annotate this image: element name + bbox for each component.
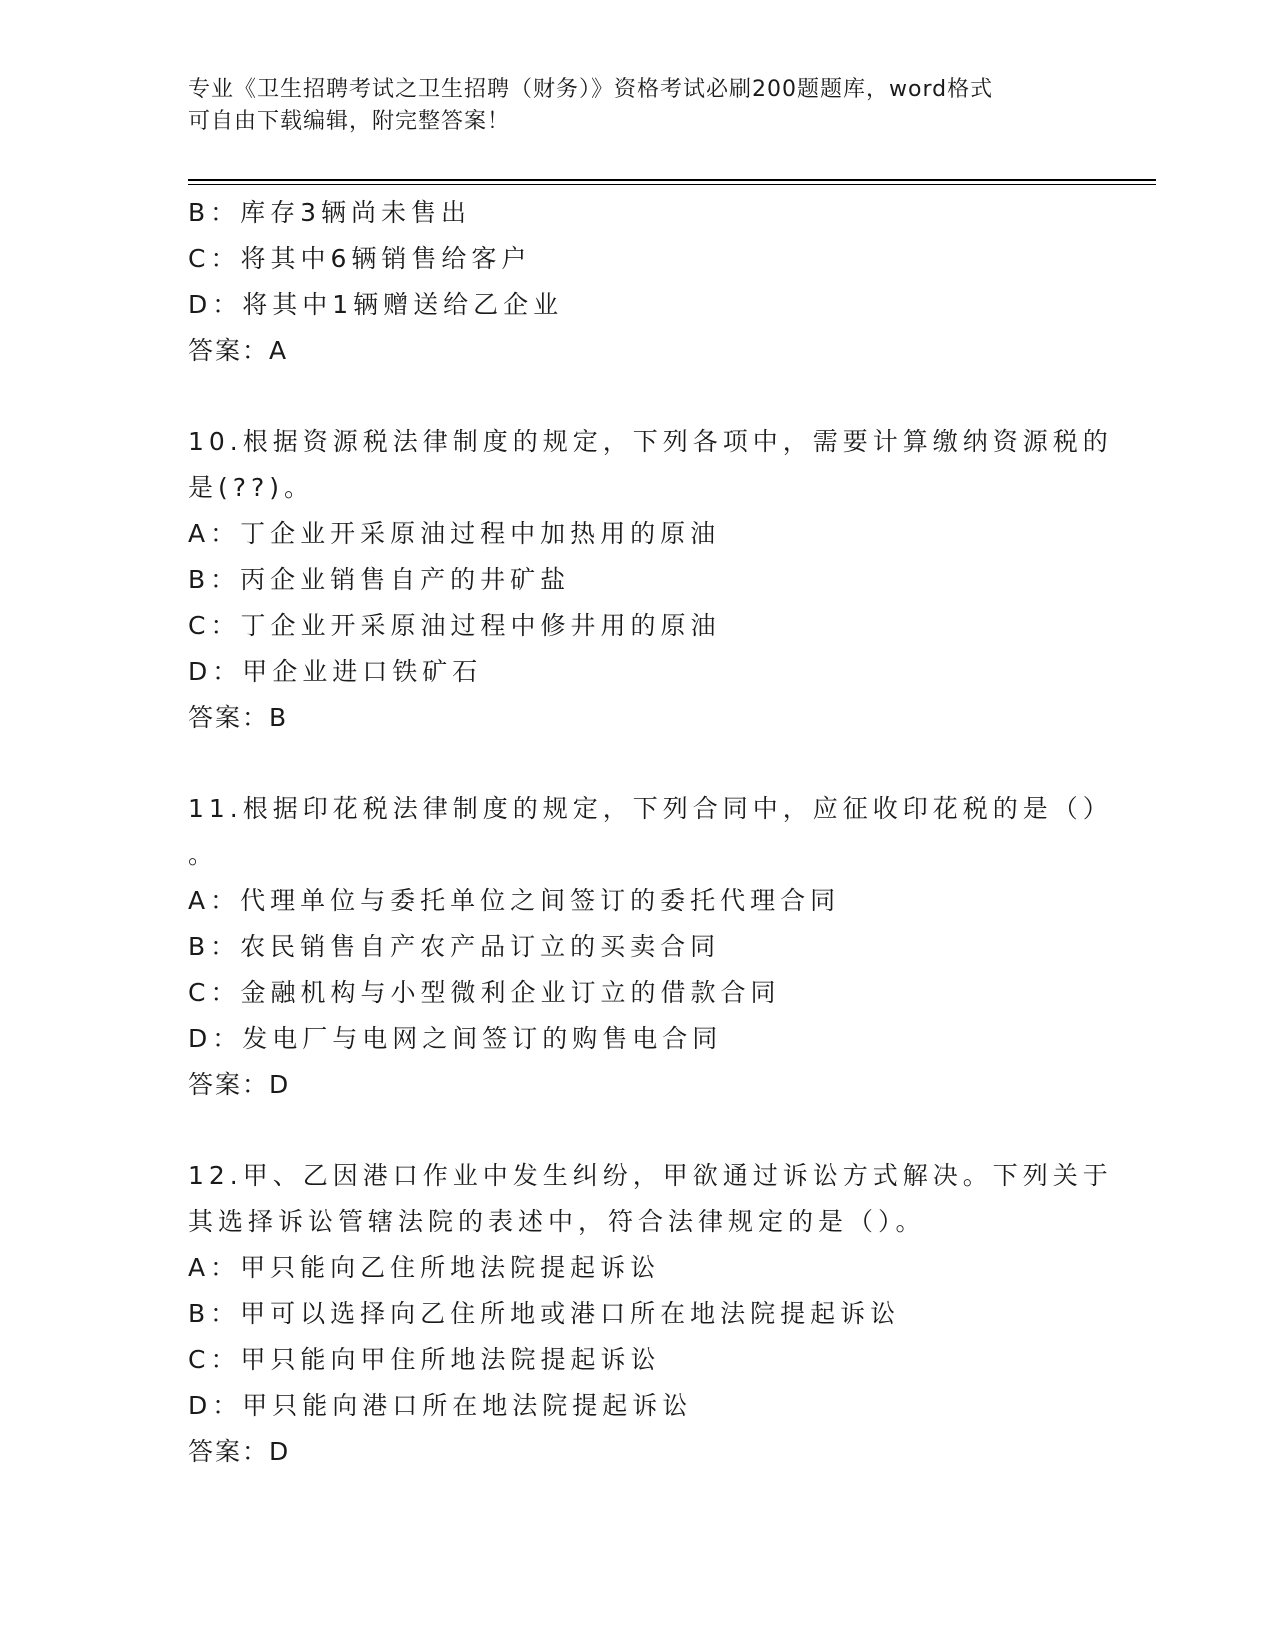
question-12 xyxy=(188,1153,1128,1475)
q12-stem-line-1: 12.甲、乙因港口作业中发生纠纷，甲欲通过诉讼方式解决。下列关于 xyxy=(188,1161,1113,1190)
q12-option-a: A：甲只能向乙住所地法院提起诉讼 xyxy=(188,1253,661,1282)
spacer xyxy=(188,374,1128,419)
q9-answer: 答案：A xyxy=(188,336,289,365)
q11-option-a: A：代理单位与委托单位之间签订的委托代理合同 xyxy=(188,886,841,915)
q10-stem-line-2: 是(??)。 xyxy=(188,473,315,502)
q11-option-b: B：农民销售自产农产品订立的买卖合同 xyxy=(188,932,721,961)
question-content xyxy=(188,190,1128,1475)
q12-stem-line-2: 其选择诉讼管辖法院的表述中，符合法律规定的是（）。 xyxy=(188,1207,926,1236)
header-title-line-2: 可自由下载编辑，附完整答案！ xyxy=(188,109,511,134)
q11-stem-line-2: 。 xyxy=(188,840,219,869)
q12-option-c: C：甲只能向甲住所地法院提起诉讼 xyxy=(188,1345,661,1374)
document-header xyxy=(188,74,1068,138)
q11-option-d: D：发电厂与电网之间签订的购售电合同 xyxy=(188,1024,723,1053)
q12-answer: 答案：D xyxy=(188,1437,291,1466)
q10-option-c: C：丁企业开采原油过程中修井用的原油 xyxy=(188,611,721,640)
question-10 xyxy=(188,419,1128,741)
spacer xyxy=(188,741,1128,786)
question-9-tail xyxy=(188,190,1128,374)
question-11 xyxy=(188,786,1128,1108)
q12-option-d: D：甲只能向港口所在地法院提起诉讼 xyxy=(188,1391,693,1420)
header-rule-thin xyxy=(188,184,1156,185)
q9-option-d: D：将其中1辆赠送给乙企业 xyxy=(188,290,564,319)
q10-answer: 答案：B xyxy=(188,703,289,732)
spacer xyxy=(188,1108,1128,1153)
q11-answer: 答案：D xyxy=(188,1070,291,1099)
q9-option-b: B：库存3辆尚未售出 xyxy=(188,198,472,227)
q9-option-c: C：将其中6辆销售给客户 xyxy=(188,244,532,273)
header-title-line-1: 专业《卫生招聘考试之卫生招聘（财务）》资格考试必刷200题题库，word格式 xyxy=(188,77,994,102)
q12-option-b: B：甲可以选择向乙住所地或港口所在地法院提起诉讼 xyxy=(188,1299,901,1328)
q11-option-c: C：金融机构与小型微利企业订立的借款合同 xyxy=(188,978,781,1007)
q10-option-b: B：丙企业销售自产的井矿盐 xyxy=(188,565,571,594)
q11-stem-line-1: 11.根据印花税法律制度的规定，下列合同中，应征收印花税的是（） xyxy=(188,794,1113,823)
q10-option-a: A：丁企业开采原油过程中加热用的原油 xyxy=(188,519,721,548)
header-rule-thick xyxy=(188,179,1156,181)
q10-option-d: D：甲企业进口铁矿石 xyxy=(188,657,483,686)
q10-stem-line-1: 10.根据资源税法律制度的规定，下列各项中，需要计算缴纳资源税的 xyxy=(188,427,1113,456)
